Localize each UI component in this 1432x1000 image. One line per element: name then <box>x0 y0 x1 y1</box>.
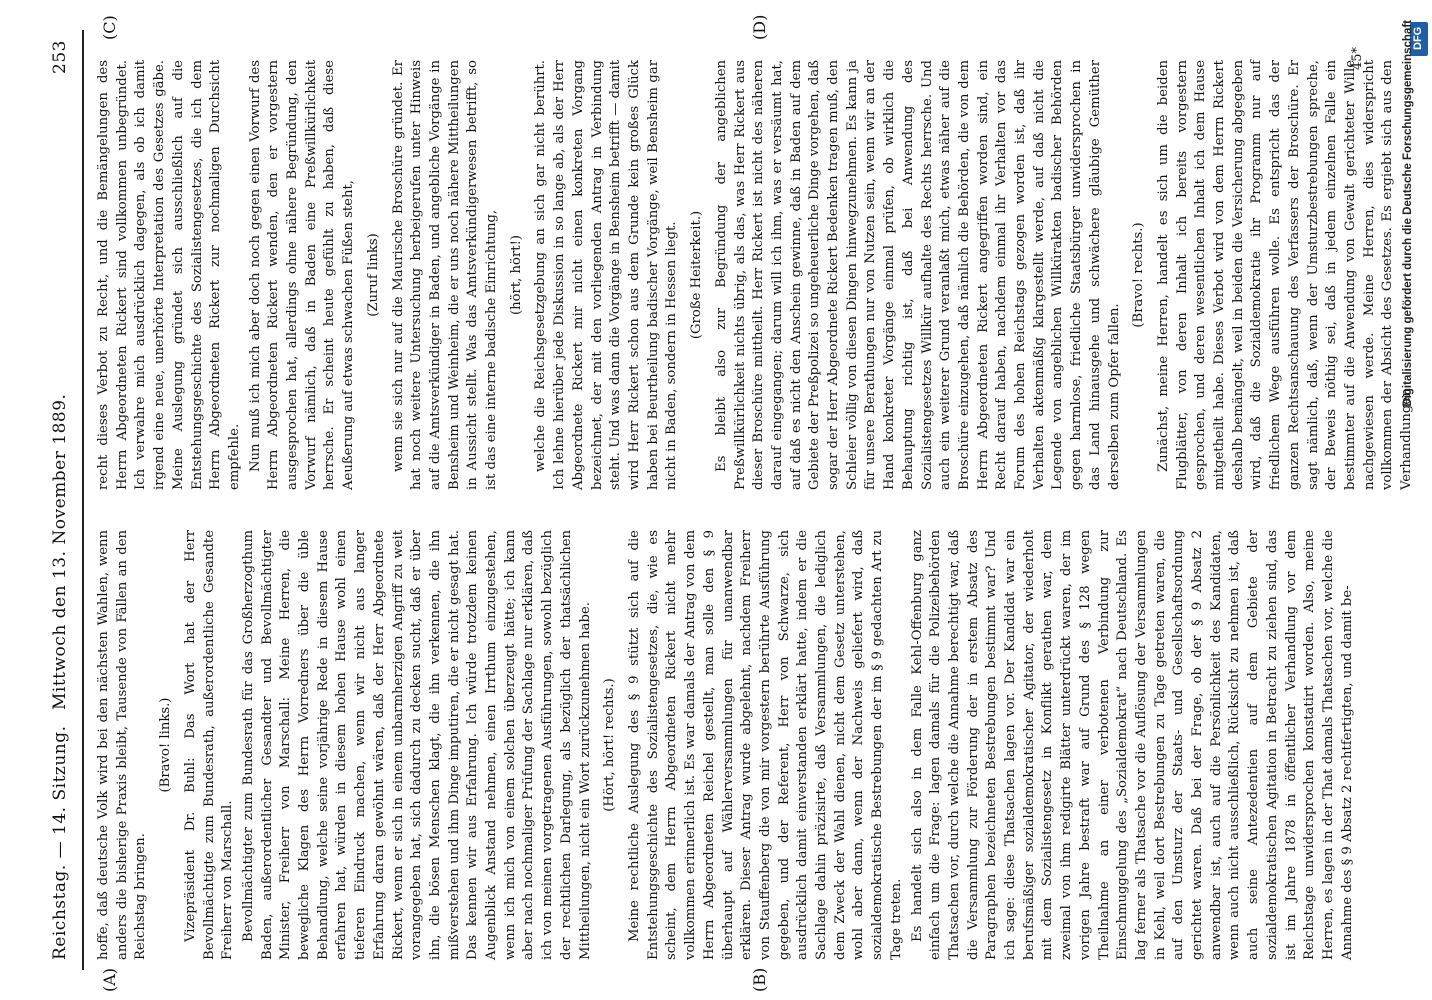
paragraph: recht dieses Verbot zu Recht, und die Bemängelungen des Herrn Abgeordneten Rickert sind vollkommen unbegründet. Ich verwahre mich ausdrücklich dagegen, als ob ich damit irgend eine neue, unerhörte Interpretation des Gesetzes gäbe. Meine Auslegung gründet sich ausschließlich auf die Entstehungsgeschichte des Sozialistengesetzes, die ich dem Herrn Abgeordneten Rickert zur nochmaligen Durchsicht empfehle. <box>96 60 242 490</box>
margin-letter-d: (D) <box>750 14 769 40</box>
left-text-column <box>95 530 1359 960</box>
dfg-funding-notice: Digitalisierung gefördert durch die Deutsche Forschungsgemeinschaft <box>1402 20 1414 407</box>
page-number: 253 <box>50 40 70 74</box>
interjection: (Hört, hört! rechts.) <box>602 678 618 812</box>
paragraph: wenn sie sich nur auf die Maurische Broschüre gründet. Er hat noch weitere Untersuchung herbeigerufen unter Hinweis auf die Amtsverkündiger in Baden, und angebliche Vorgänge in Bensheim und Weinheim, die er uns noch nähere Mittheilungen in Aussicht stellt. Was das Amtsverkündigerwesen betrifft, so ist das eine interne badische Einrichtung, <box>390 60 500 490</box>
right-text-column <box>95 60 1419 490</box>
interjection: (Bravo! rechts.) <box>1131 222 1147 328</box>
header-rule <box>82 30 84 970</box>
paragraph: hoffe, daß deutsche Volk wird bei den nächsten Wahlen, wenn anders die bisherige Praxis bleibt, Tausende von Fällen an den Reichstag bringen. <box>96 530 149 960</box>
footnote-mark: 45* <box>1350 46 1365 70</box>
paragraph: Es handelt sich also in dem Falle Kehl-Offenburg ganz einfach um die Frage: lagen damals für die Polizeibehörden Thatsachen vor, durch welche die Annahme berechtigt war, daß die Versammlung zur Förderung der in erstem Absatz des Paragraphen bezeichneten Bestrebungen bestimmt war? Und ich sage: diese Thatsachen lagen vor. Der Kandidat war ein berufsmäßiger sozialdemokratischer Agitator, der wiederholt mit dem Sozialistengesetz in Konflikt gerathen war, dem zweimal von ihm redigirte Blätter unterdrückt waren, der im vorigen Jahre bestraft war auf Grund des § 128 wegen Theilnahme an einer verbotenen Verbindung zur Einschmuggelung des „Sozialdemokrat“ nach Deutschland. Es lag ferner als Thatsache vor die Auflösung der Versammlungen in Kehl, weil dort Bestrebungen zu Tage getreten waren, die auf den Umsturz der Staats- und Gesellschaftsordnung gerichtet waren. Daß bei der Frage, ob der § 9 Absatz 2 anwendbar ist, auch auf die Persönlichkeit des Kandidaten, wenn auch nicht ausschließlich, Rücksicht zu nehmen ist, daß auch seine Antezedentien auf dem Gebiete der sozialdemokratischen Agitation in Betracht zu ziehen sind, das ist im Jahre 1878 in öffentlicher Verhandlung vor dem Reichstage unwidersprochen konstatirt worden. Also, meine Herren, es lagen in der That damals Thatsachen vor, welche die Annahme des § 9 Absatz 2 rechtfertigten, und damit be- <box>909 530 1355 960</box>
paragraph: Bevollmächtigter zum Bundesrath für das Großherzogthum Baden, außerordentlicher Gesandter und Bevollmächtigter Minister, Freiherr von Marschall: Meine Herren, die bewegliche Klagen des Herrn Vorredners über die üble Behandlung, welche seine vorjährige Rede in diesem Hause erfahren hat, würden in diesem hohen Hause wohl einen tieferen Eindruck machen, wenn wir nicht aus langer Erfahrung daran gewöhnt wären, daß der Herr Abgeordnete Rickert, wenn er sich in einem unbarmherzigen Angriff zu weit vorangegeben hat, sich dadurch zu decken sucht, daß er über ihn, die bösen Menschen klagt, die ihn verkennen, die ihn mißverstehen und ihm Dinge imputiren, die er nicht gesagt hat. Das kennen wir aus Erfahrung. Ich würde trotzdem keinen Augenblick Anstand nehmen, einen Irrthum einzugestehen, wenn ich mich von einem solchen überzeugt hätte; ich kann aber nach nochmaliger Prüfung der Sachlage nur erklären, daß ich von meinen vorgetragenen Ausführungen, sowohl bezüglich der rechtlichen Darlegung, als bezüglich der thatsächlichen Mittheilungen, nicht ein Wort zurückzunehmen habe. <box>240 530 593 960</box>
paragraph: Es bleibt also zur Begründung der angeblichen Preßwillkürlichkeit nichts übrig, als das, was Herr Rickert aus dieser Broschüre mittheilt. Herr Rickert ist nicht des näheren darauf eingegangen; darum will ich ihm, was er versäumt hat, auf daß es nicht den Anschein gewinne, daß in Baden auf dem Gebiete der Preßpolizei so ungeheuerliche Dinge vorgehen, daß sogar der Herr Abgeordnete Rickert Bedenken tragen muß, den Schleier völlig von diesen Dingen hinwegzunehmen. Es kann ja für unsere Berathungen nur von Nutzen sein, wenn wir an der Hand konkreter Vorgänge einmal prüfen, ob wirklich die Behauptung richtig ist, daß bei Anwendung des Sozialistengesetzes Willkür aufhalte des Rechts herrsche. Und auch ein weiterer Grund veranlaßt mich, etwas näher auf die Broschüre einzugehen, daß nämlich die Behörden, die von dem Herrn Abgeordneten Rickert angegriffen worden sind, ein Recht darauf haben, nachdem einmal ihr Verhalten vor das Forum des hohen Reichstags gezogen worden ist, daß ihr Verhalten aktenmäßig klargestellt werde, auf daß nicht die Legende von angeblichen Willkürakten badischer Behörden gegen harmlose, friedliche Staatsbürger unwidersprochen in das Land hinausgehe und schwächere gläubige Gemüther derselben zum Opfer fallen. <box>713 59 1122 490</box>
page-header <box>42 40 82 960</box>
interjection: (Große Heiterkeit.) <box>689 210 705 340</box>
paragraph: welche die Reichsgesetzgebung an sich gar nicht berührt. Ich lehne hierüber jede Diskussion in so lange ab, als der Herr Abgeordnete Rickert mir nicht einen konkreten Vorgang bezeichnet, der mit den vorliegenden Antrag in Verbindung steht. Und was dann die Vorgänge in Bensheim betrifft — damit wird Herr Rickert schon aus dem Grunde kein großes Glück haben bei Beurtheilung badischer Vorgänge, weil Bensheim gar nicht in Baden, sondern in Hessen liegt. <box>533 60 680 490</box>
paragraph: Zunächst, meine Herren, handelt es sich um die beiden Flugblätter, von deren Inhalt ich bereits vorgestern gesprochen, und deren wesentlichen Inhalt ich dem Hause mitgetheilt habe. Dieses Verbot wird von dem Herrn Rickert deshalb bemängelt, weil in beiden die Versicherung abgegeben wird, daß die Sozialdemokratie ihr Programm nur auf friedlichem Wege ausführen wolle. Es entspricht das der ganzen Rechtsanschauung des Verfassers der Broschüre. Er sagt nämlich, daß, wenn der Umsturzbestrebungen spreche, der Beweis nöthig sei, daß in jedem einzelnen Falle ein bestimmter auf die Anwendung von Gewalt gerichteter Wille nachgewiesen werde. Meine Herren, dies widerspricht vollkommen der Absicht des Gesetzes. Es ergiebt sich aus den Verhandlungen <box>1155 60 1415 490</box>
margin-letter-a: (A) <box>100 967 119 992</box>
paragraph: Nun muß ich mich aber doch noch gegen einen Vorwurf des Herrn Abgeordneten Rickert wenden, den er vorgestern ausgesprochen hat, allerdings ohne nähere Begründung, den Vorwurf nämlich, daß in Baden eine Preßwillkürlichkeit herrsche. Er scheint heute gefühlt zu haben, daß diese Aeußerung auf etwas schwachen Füßen steht, <box>247 60 357 490</box>
margin-letter-b: (B) <box>750 967 769 992</box>
header-date: Mittwoch den 13. November 1889. <box>50 393 70 710</box>
header-title: Reichstag. — 14. Sitzung. <box>50 725 70 960</box>
dfg-logo-text: DFG <box>1412 26 1424 50</box>
paragraph: Vizepräsident Dr. Buhl: Das Wort hat der Herr Bevollmächtigte zum Bundesrath, außerordentliche Gesandte Freiherr von Marschall. <box>182 530 236 960</box>
margin-letter-c: (C) <box>100 15 119 40</box>
interjection: (Zuruf links) <box>365 233 381 317</box>
paragraph: Meine rechtliche Auslegung des § 9 stützt sich auf die Entstehungsgeschichte des Sozialistengesetzes, die, wie es scheint, dem Herrn Abgeordneten Rickert nicht mehr vollkommen erinnerlich ist. Es war damals der Antrag von dem Herrn Abgeordneten Reichel gestellt, man solle den § 9 überhaupt auf Wählerversammlungen für unanwendbar erklären. Dieser Antrag wurde abgelehnt, nachdem Freiherr von Stauffenberg die von mir vorgestern berührte Ausführung gegeben, und der Referent, Herr von Schwarze, sich ausdrücklich damit einverstanden erklärt hatte, indem er die Sachlage dahin präzisirte, daß Versammlungen, die lediglich dem Zweck der Wahl dienen, nicht dem Gesetz unterstehen, wohl aber dann, wenn der Nachweis geliefert wird, daß sozialdemokratische Bestrebungen der im § 9 gedachten Art zu Tage treten. <box>626 530 904 960</box>
interjection: (Bravo! links.) <box>158 697 174 793</box>
interjection: (hört, hört!) <box>508 234 524 316</box>
